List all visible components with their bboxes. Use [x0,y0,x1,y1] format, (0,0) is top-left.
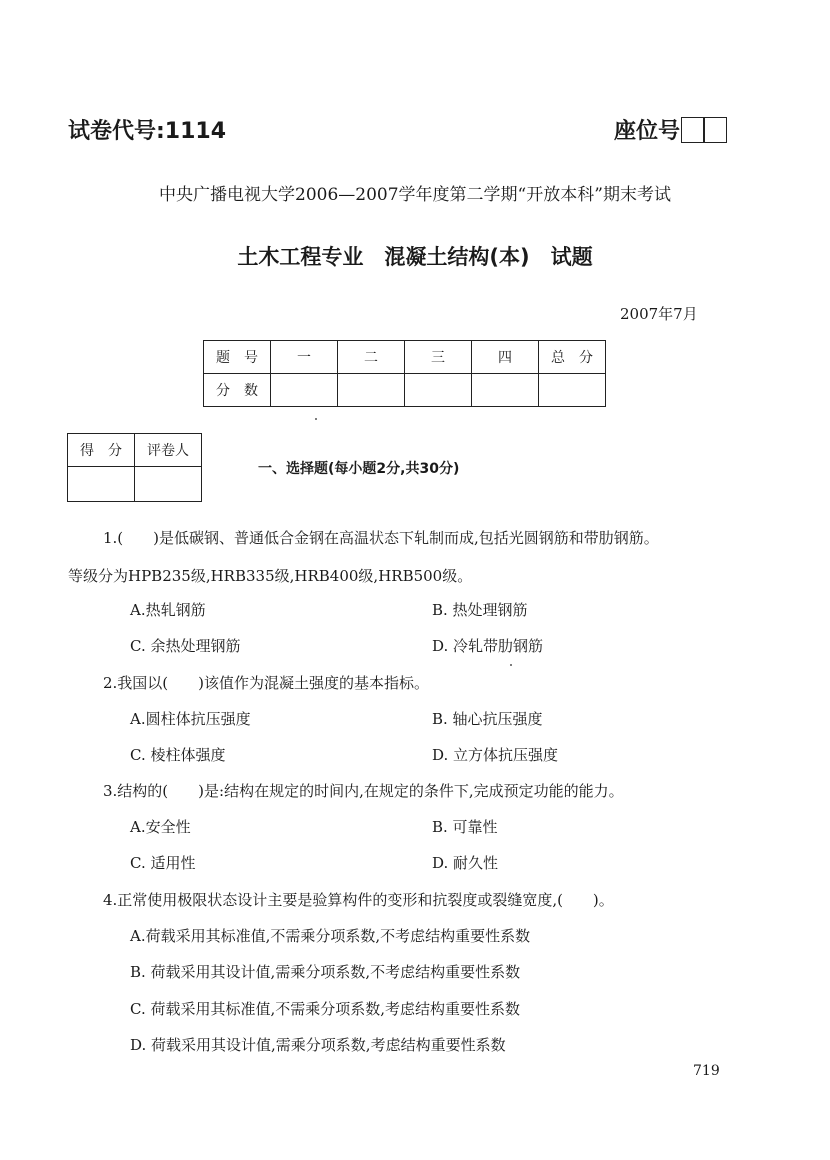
question-4-stem: 4.正常使用极限状态设计主要是验算构件的变形和抗裂度或裂缝宽度,( )。 [103,891,614,909]
section-heading: 一、选择题(每小题2分,共30分) [258,461,460,477]
score-cell [405,374,472,407]
question-3-option-d: D. 耐久性 [432,854,499,872]
question-3-option-b: B. 可靠性 [432,818,498,836]
table-header-cell: 二 [338,341,405,374]
score-cell [68,467,135,502]
table-row [68,467,202,502]
question-2-option-b: B. 轴心抗压强度 [432,710,543,728]
table-header-cell: 三 [405,341,472,374]
question-2-option-a: A.圆柱体抗压强度 [130,710,251,728]
question-4-option-c: C. 荷载采用其标准值,不需乘分项系数,考虑结构重要性系数 [130,1000,521,1018]
score-cell [539,374,606,407]
table-row-label: 分 数 [204,374,271,407]
score-cell [271,374,338,407]
score-summary-table [203,340,606,407]
exam-subtitle: 中央广播电视大学2006—2007学年度第二学期“开放本科”期末考试 [159,185,671,205]
question-2-stem: 2.我国以( )该值作为混凝土强度的基本指标。 [103,674,430,692]
grader-cell [135,467,202,502]
question-1-option-b: B. 热处理钢筋 [432,601,528,619]
question-1-stem-continued: 等级分为HPB235级,HRB335级,HRB400级,HRB500级。 [68,567,473,585]
question-1-option-c: C. 余热处理钢筋 [130,637,241,655]
table-header-cell: 总 分 [539,341,606,374]
seat-number-boxes [682,117,727,143]
question-4-option-b: B. 荷载采用其设计值,需乘分项系数,不考虑结构重要性系数 [130,963,521,981]
exam-date: 2007年7月 [620,305,698,323]
paper-code: 试卷代号:1114 [68,119,227,144]
table-header-cell: 一 [271,341,338,374]
question-2-option-d: D. 立方体抗压强度 [432,746,559,764]
print-speck [315,418,317,420]
question-2-option-c: C. 棱柱体强度 [130,746,226,764]
question-1-option-a: A.热轧钢筋 [130,601,206,619]
score-label-cell: 得 分 [68,434,135,467]
table-row [204,341,606,374]
seat-number [614,114,727,145]
question-1-stem: 1.( )是低碳钢、普通低合金钢在高温状态下轧制而成,包括光圆钢筋和带肋钢筋。 [103,529,659,547]
table-row [204,374,606,407]
table-header-cell: 题 号 [204,341,271,374]
question-3-option-c: C. 适用性 [130,854,196,872]
exam-title: 土木工程专业 混凝土结构(本) 试题 [237,245,593,269]
grader-table [67,433,202,502]
score-cell [338,374,405,407]
question-1-option-d: D. 冷轧带肋钢筋 [432,637,544,655]
question-4-option-d: D. 荷载采用其设计值,需乘分项系数,考虑结构重要性系数 [130,1036,506,1054]
grader-label-cell: 评卷人 [135,434,202,467]
table-row [68,434,202,467]
question-3-option-a: A.安全性 [130,818,191,836]
page-number: 719 [693,1063,720,1079]
question-3-stem: 3.结构的( )是:结构在规定的时间内,在规定的条件下,完成预定功能的能力。 [103,782,624,800]
seat-label: 座位号 [614,119,681,144]
table-header-cell: 四 [472,341,539,374]
question-4-option-a: A.荷载采用其标准值,不需乘分项系数,不考虑结构重要性系数 [130,927,531,945]
score-cell [472,374,539,407]
print-speck [510,664,512,666]
